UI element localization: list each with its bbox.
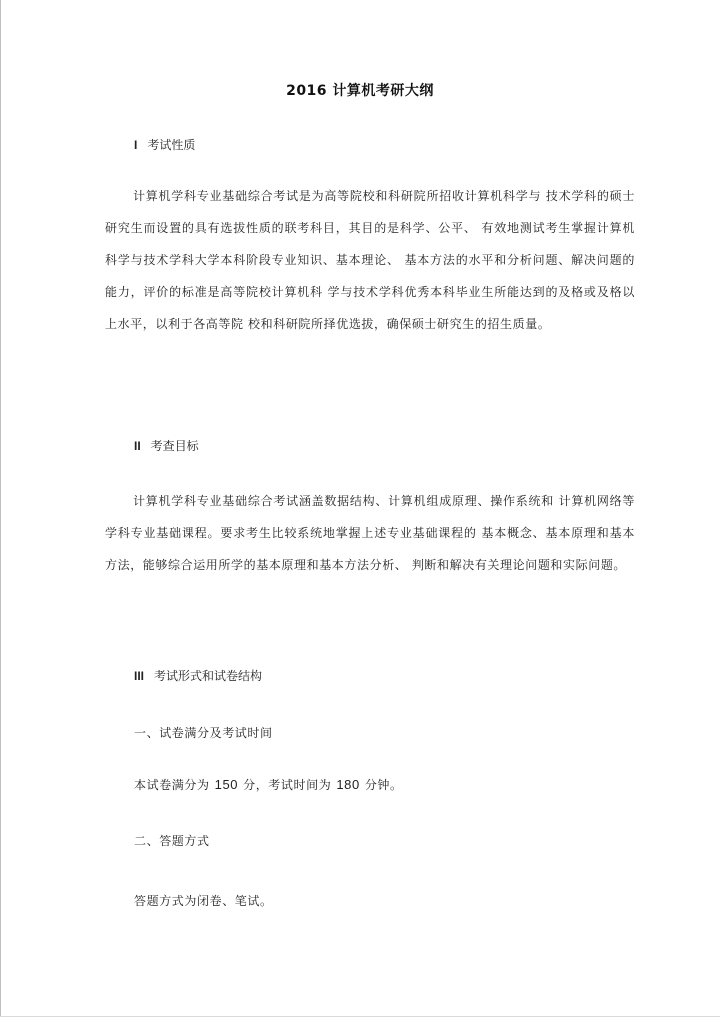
document-title: 2016 计算机考研大纲	[286, 83, 434, 99]
section-numeral-1: I	[134, 138, 138, 152]
section-paragraph-2: 计算机学科专业基础综合考试涵盖数据结构、计算机组成原理、操作系统和 计算机网络等学科专业基础课程。要求考生比较系统地掌握上述专业基础课程的 基本概念、基本原理和基本方法，能够综合运用所学的基本原理和基本方法分析、 判断和解决有关理论问题和实际问题。	[105, 494, 635, 572]
section-heading-2	[134, 437, 199, 454]
section-numeral-3: III	[134, 669, 145, 683]
section-heading-3	[134, 667, 262, 684]
exam-score-time-line	[134, 776, 403, 793]
section-numeral-2: II	[134, 439, 141, 453]
score-middle: 分，考试时间为	[243, 778, 332, 792]
section-paragraph-1: 计算机学科专业基础综合考试是为高等院校和科研院所招收计算机科学与 技术学科的硕士研究生而设置的具有选拔性质的联考科目，其目的是科学、公平、 有效地测试考生掌握计算机科学与技术学科大学本科阶段专业知识、基本理论、 基本方法的水平和分析问题、解决问题的能力，评价的标准是高等院校计算机科 学与技术学科优秀本科毕业生所能达到的及格或及格以上水平，以利于各高等院 校和科研院所择优选拔，确保硕士研究生的招生质量。	[105, 189, 635, 331]
score-prefix: 本试卷满分为	[134, 778, 210, 792]
score-suffix: 分钟。	[364, 778, 403, 792]
exam-minutes-value: 180	[336, 777, 360, 792]
section-heading-1	[134, 136, 195, 153]
subsection-heading-1: 一、试卷满分及考试时间	[134, 726, 273, 740]
section-title-3: 考试形式和试卷结构	[154, 669, 263, 683]
full-score-value: 150	[214, 777, 239, 792]
page-edge	[0, 0, 1, 1017]
subsection-heading-2: 二、答题方式	[134, 834, 210, 848]
section-title-2: 考查目标	[150, 439, 199, 453]
section-title-1: 考试性质	[147, 138, 196, 152]
answer-method-line: 答题方式为闭卷、笔试。	[134, 894, 273, 908]
